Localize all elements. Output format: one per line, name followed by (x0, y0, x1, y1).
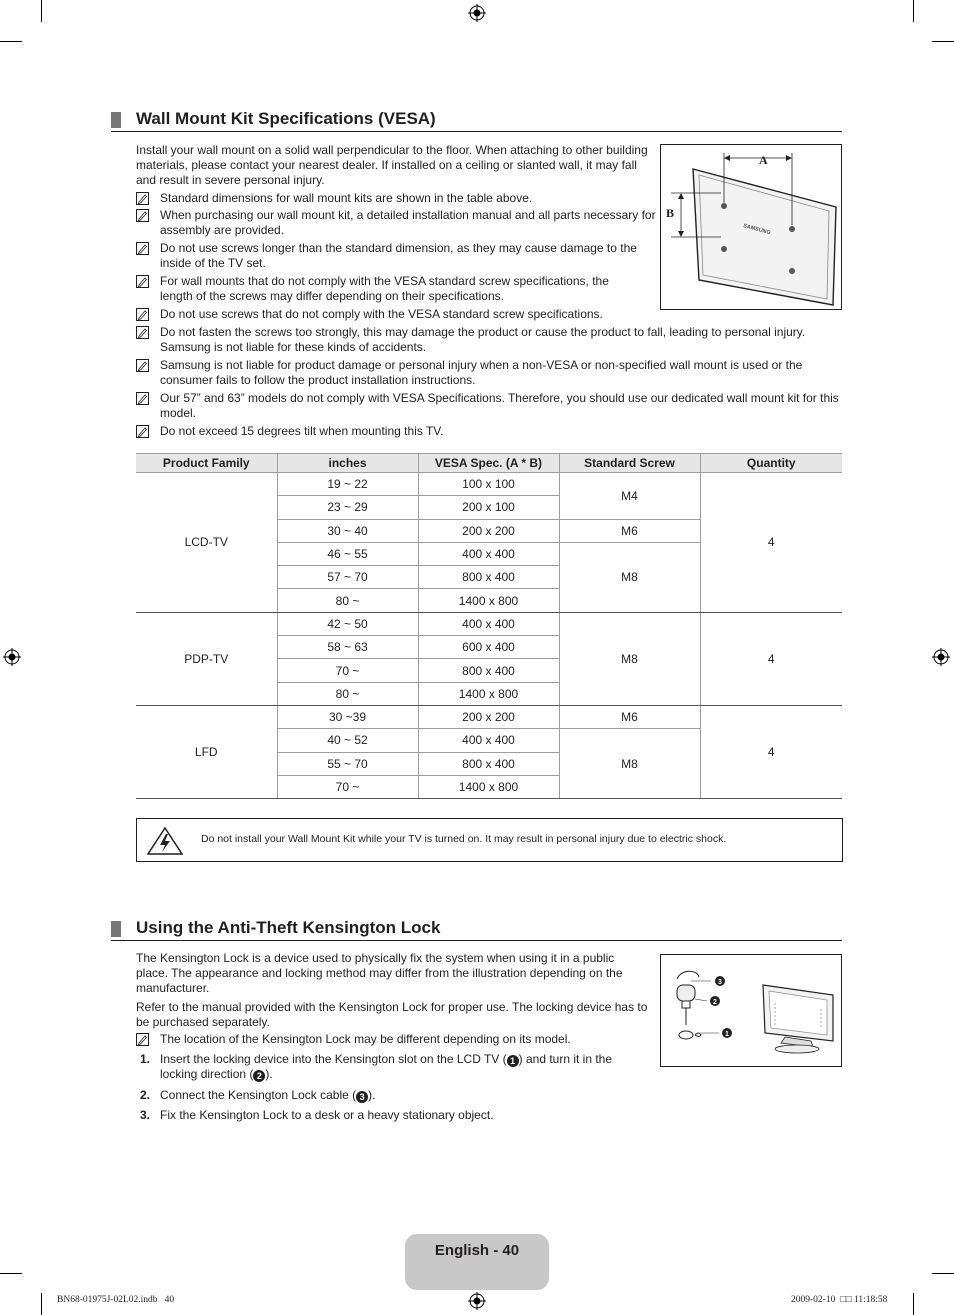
vesa-cell: 200 x 100 (418, 496, 559, 519)
vesa-cell: 800 x 400 (418, 659, 559, 682)
section-title-kensington (111, 918, 842, 941)
inches-cell: 42 ~ 50 (277, 612, 418, 635)
inches-cell: 70 ~ (277, 775, 418, 798)
footer-file-name: BN68-01975J-02L02.indb (57, 1295, 158, 1305)
inches-cell: 19 ~ 22 (277, 473, 418, 496)
note-icon (136, 392, 149, 405)
vesa-cell: 1400 x 800 (418, 589, 559, 612)
inches-cell: 23 ~ 29 (277, 496, 418, 519)
warning-text: Do not install your Wall Mount Kit while your TV is turned on. It may result in personal injury due to electric shock. (201, 833, 727, 845)
diagram-marker-2: 2 (713, 999, 717, 1006)
table-row (136, 612, 842, 635)
note-icon (136, 425, 149, 438)
vesa-cell: 200 x 200 (418, 705, 559, 728)
quantity-cell: 4 (700, 705, 842, 798)
kensington-paragraph: Refer to the manual provided with the Kensington Lock for proper use. The locking device has to be purchased separately. (136, 1000, 648, 1030)
kensington-diagram (660, 954, 842, 1067)
intro-paragraph: Install your wall mount on a solid wall perpendicular to the floor. When attaching to other building materials, please contact your nearest dealer. If installed on a ceiling or slanted wall, it may fall and result in severe personal injury. (136, 143, 648, 188)
footer-page: 40 (164, 1295, 175, 1305)
wall-mount-diagram (660, 144, 842, 310)
note-icon (136, 209, 149, 222)
title-bar-marker (111, 921, 121, 937)
step-number: 1. (140, 1052, 151, 1066)
electric-shock-warning-icon (147, 827, 183, 855)
note-icon (136, 192, 149, 205)
registration-mark-icon (468, 1292, 486, 1310)
tv-back-illustration (661, 145, 841, 309)
column-header: VESA Spec. (A * B) (418, 454, 559, 473)
page-number-tab (405, 1234, 549, 1290)
vesa-cell: 800 x 400 (418, 752, 559, 775)
note-icon (136, 308, 149, 321)
title-bar-marker (111, 112, 121, 128)
crop-mark (0, 1273, 22, 1274)
inches-cell: 30 ~39 (277, 705, 418, 728)
vesa-cell: 600 x 400 (418, 636, 559, 659)
marker-2-icon: 2 (253, 1070, 265, 1082)
quantity-cell: 4 (700, 612, 842, 705)
screw-cell: M4 (559, 473, 700, 520)
vesa-cell: 400 x 400 (418, 729, 559, 752)
inches-cell: 55 ~ 70 (277, 752, 418, 775)
section-title-vesa (111, 109, 842, 132)
screw-cell: M8 (559, 612, 700, 705)
vesa-cell: 1400 x 800 (418, 775, 559, 798)
crop-mark (932, 1273, 954, 1274)
note-icon (136, 242, 149, 255)
family-cell: LFD (136, 705, 277, 798)
column-header: Quantity (700, 454, 842, 473)
vesa-cell: 400 x 400 (418, 612, 559, 635)
kensington-paragraph: The Kensington Lock is a device used to physically fix the system when using it in a public place. The appearance and locking method may differ from the illustration depending on the manufacturer. (136, 951, 623, 996)
crop-mark (932, 41, 954, 42)
vesa-cell: 100 x 100 (418, 473, 559, 496)
column-header: Product Family (136, 454, 277, 473)
table-row (136, 705, 842, 728)
label-b: B (666, 206, 675, 220)
note-icon (136, 326, 149, 339)
note-icon (136, 1033, 149, 1046)
vesa-cell: 800 x 400 (418, 566, 559, 589)
crop-mark (913, 0, 914, 22)
vesa-cell: 1400 x 800 (418, 682, 559, 705)
inches-cell: 58 ~ 63 (277, 636, 418, 659)
footer-file-info (57, 1295, 174, 1305)
inches-cell: 46 ~ 55 (277, 542, 418, 565)
footer-time: 11:18:58 (853, 1295, 888, 1305)
crop-mark (913, 1293, 914, 1315)
registration-mark-icon (468, 4, 486, 22)
vesa-spec-table (136, 453, 842, 799)
inches-cell: 80 ~ (277, 589, 418, 612)
registration-mark-icon (3, 648, 21, 666)
family-cell: LCD-TV (136, 473, 277, 613)
quantity-cell: 4 (700, 473, 842, 613)
vesa-cell: 400 x 400 (418, 542, 559, 565)
crop-mark (41, 0, 42, 22)
diagram-marker-3: 3 (718, 979, 722, 986)
inches-cell: 70 ~ (277, 659, 418, 682)
footer-glyphs: □□ (840, 1295, 852, 1305)
diagram-marker-1: 1 (725, 1031, 729, 1038)
brand-label: SAMSUNG (742, 223, 772, 237)
footer-date: 2009-02-10 (791, 1295, 836, 1305)
inches-cell: 30 ~ 40 (277, 519, 418, 542)
table-header-row (136, 454, 842, 473)
screw-cell: M6 (559, 705, 700, 728)
screw-cell: M6 (559, 519, 700, 542)
label-a: A (759, 153, 768, 167)
inches-cell: 40 ~ 52 (277, 729, 418, 752)
section-heading: Using the Anti-Theft Kensington Lock (136, 918, 441, 937)
marker-3-icon: 3 (356, 1091, 368, 1103)
crop-mark (0, 41, 22, 42)
inches-cell: 80 ~ (277, 682, 418, 705)
section-heading: Wall Mount Kit Specifications (VESA) (136, 109, 436, 128)
column-header: Standard Screw (559, 454, 700, 473)
note-icon (136, 359, 149, 372)
marker-1-icon: 1 (507, 1055, 519, 1067)
kensington-lock-illustration (661, 955, 841, 1066)
screw-cell: M8 (559, 542, 700, 612)
screw-cell: M8 (559, 729, 700, 799)
vesa-cell: 200 x 200 (418, 519, 559, 542)
page-label: English - 40 (434, 1242, 520, 1259)
step-number: 3. (140, 1108, 151, 1122)
column-header: inches (277, 454, 418, 473)
step-number: 2. (140, 1088, 151, 1102)
footer-timestamp (791, 1295, 887, 1305)
note-icon (136, 275, 149, 288)
table-row (136, 473, 842, 496)
family-cell: PDP-TV (136, 612, 277, 705)
crop-mark (41, 1293, 42, 1315)
registration-mark-icon (932, 648, 950, 666)
warning-box (136, 818, 843, 862)
inches-cell: 57 ~ 70 (277, 566, 418, 589)
